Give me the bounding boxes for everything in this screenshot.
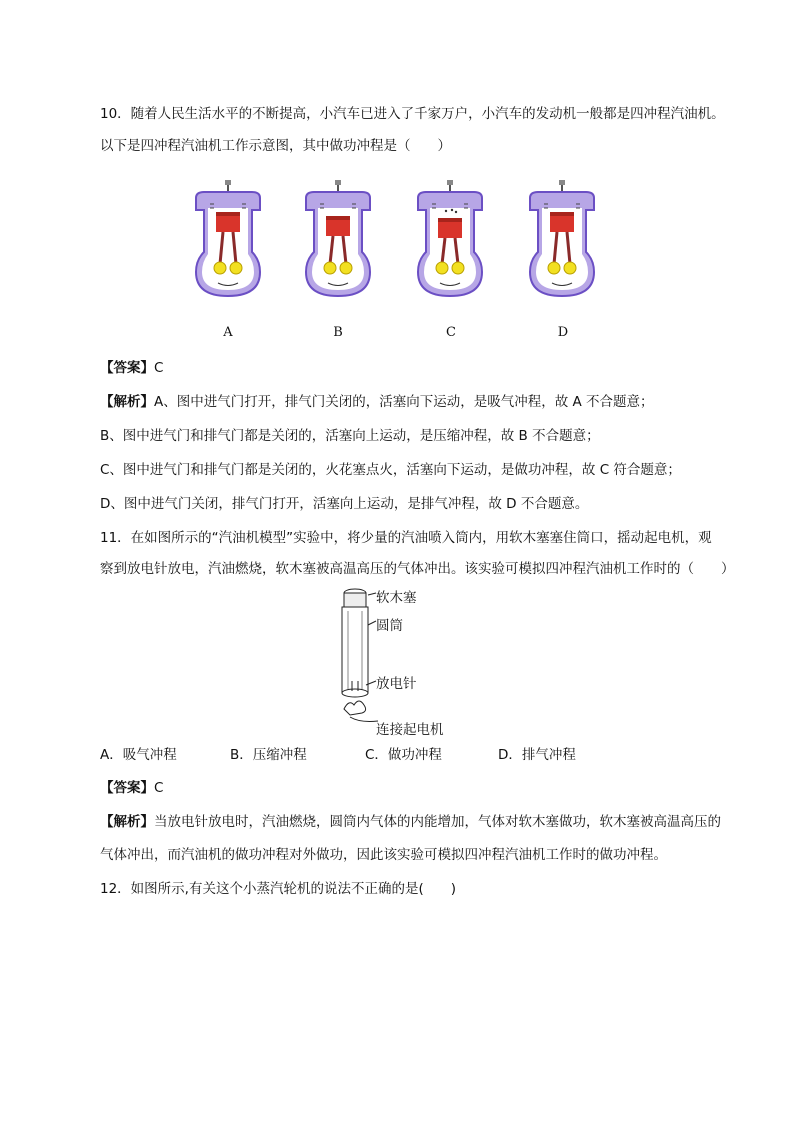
answer-tag: 【答案】 xyxy=(100,360,154,376)
engine-diagram-a xyxy=(190,180,266,300)
engine-label-b: B xyxy=(333,325,343,340)
gasoline-engine-model-figure xyxy=(330,585,470,735)
fig-label-discharge-needle: 放电针 xyxy=(376,676,417,692)
engine-label-a: A xyxy=(223,325,233,340)
option-a: A．吸气冲程 xyxy=(100,747,177,763)
engine-diagram-b xyxy=(300,180,376,300)
q10-text-line1: 10．随着人民生活水平的不断提高，小汽车已进入了千家万户，小汽车的发动机一般都是四冲程汽油机。 xyxy=(100,106,725,122)
q10-analysis-line4: D、图中进气门关闭，排气门打开，活塞向上运动，是排气冲程，故 D 不合题意。 xyxy=(100,496,589,512)
q11-answer xyxy=(100,778,163,798)
q11-analysis-line1 xyxy=(100,812,721,832)
q10-analysis-line1 xyxy=(100,392,654,412)
answer-value: C xyxy=(154,360,164,376)
engine-diagrams xyxy=(190,180,620,305)
analysis-tag: 【解析】 xyxy=(100,814,154,830)
q10-analysis-line3: C、图中进气门和排气门都是关闭的，火花塞点火，活塞向下运动，是做功冲程，故 C 符合题意； xyxy=(100,462,681,478)
q10-text-line2: 以下是四冲程汽油机工作示意图，其中做功冲程是（ ） xyxy=(100,138,451,154)
q11-text-line2: 察到放电针放电，汽油燃烧，软木塞被高温高压的气体冲出。该实验可模拟四冲程汽油机工作时的（ ） xyxy=(100,561,735,577)
fig-label-cylinder: 圆筒 xyxy=(376,618,403,634)
q12-text-line1: 12．如图所示,有关这个小蒸汽轮机的说法不正确的是( ) xyxy=(100,881,457,897)
q11-text-line1: 11．在如图所示的“汽油机模型”实验中，将少量的汽油喷入筒内，用软木塞塞住筒口，摇动起电机，观 xyxy=(100,530,712,546)
analysis-text: A、图中进气门打开，排气门关闭的，活塞向下运动，是吸气冲程，故 A 不合题意； xyxy=(154,394,654,410)
engine-diagram-c xyxy=(412,180,488,300)
answer-value: C xyxy=(154,780,164,796)
option-c: C．做功冲程 xyxy=(365,747,442,763)
answer-tag: 【答案】 xyxy=(100,780,154,796)
fig-label-connect-generator: 连接起电机 xyxy=(376,722,444,738)
option-d: D．排气冲程 xyxy=(498,747,576,763)
fig-label-cork: 软木塞 xyxy=(376,590,417,606)
q10-answer xyxy=(100,358,163,378)
analysis-text: 当放电针放电时，汽油燃烧，圆筒内气体的内能增加，气体对软木塞做功，软木塞被高温高压的 xyxy=(154,814,721,830)
engine-label-c: C xyxy=(446,325,456,340)
engine-diagram-d xyxy=(524,180,600,300)
engine-label-d: D xyxy=(557,325,569,340)
analysis-tag: 【解析】 xyxy=(100,394,154,410)
q10-analysis-line2: B、图中进气门和排气门都是关闭的，活塞向上运动，是压缩冲程，故 B 不合题意； xyxy=(100,428,600,444)
q11-analysis-line2: 气体冲出，而汽油机的做功冲程对外做功，因此该实验可模拟四冲程汽油机工作时的做功冲程。 xyxy=(100,847,667,863)
option-b: B．压缩冲程 xyxy=(230,747,307,763)
